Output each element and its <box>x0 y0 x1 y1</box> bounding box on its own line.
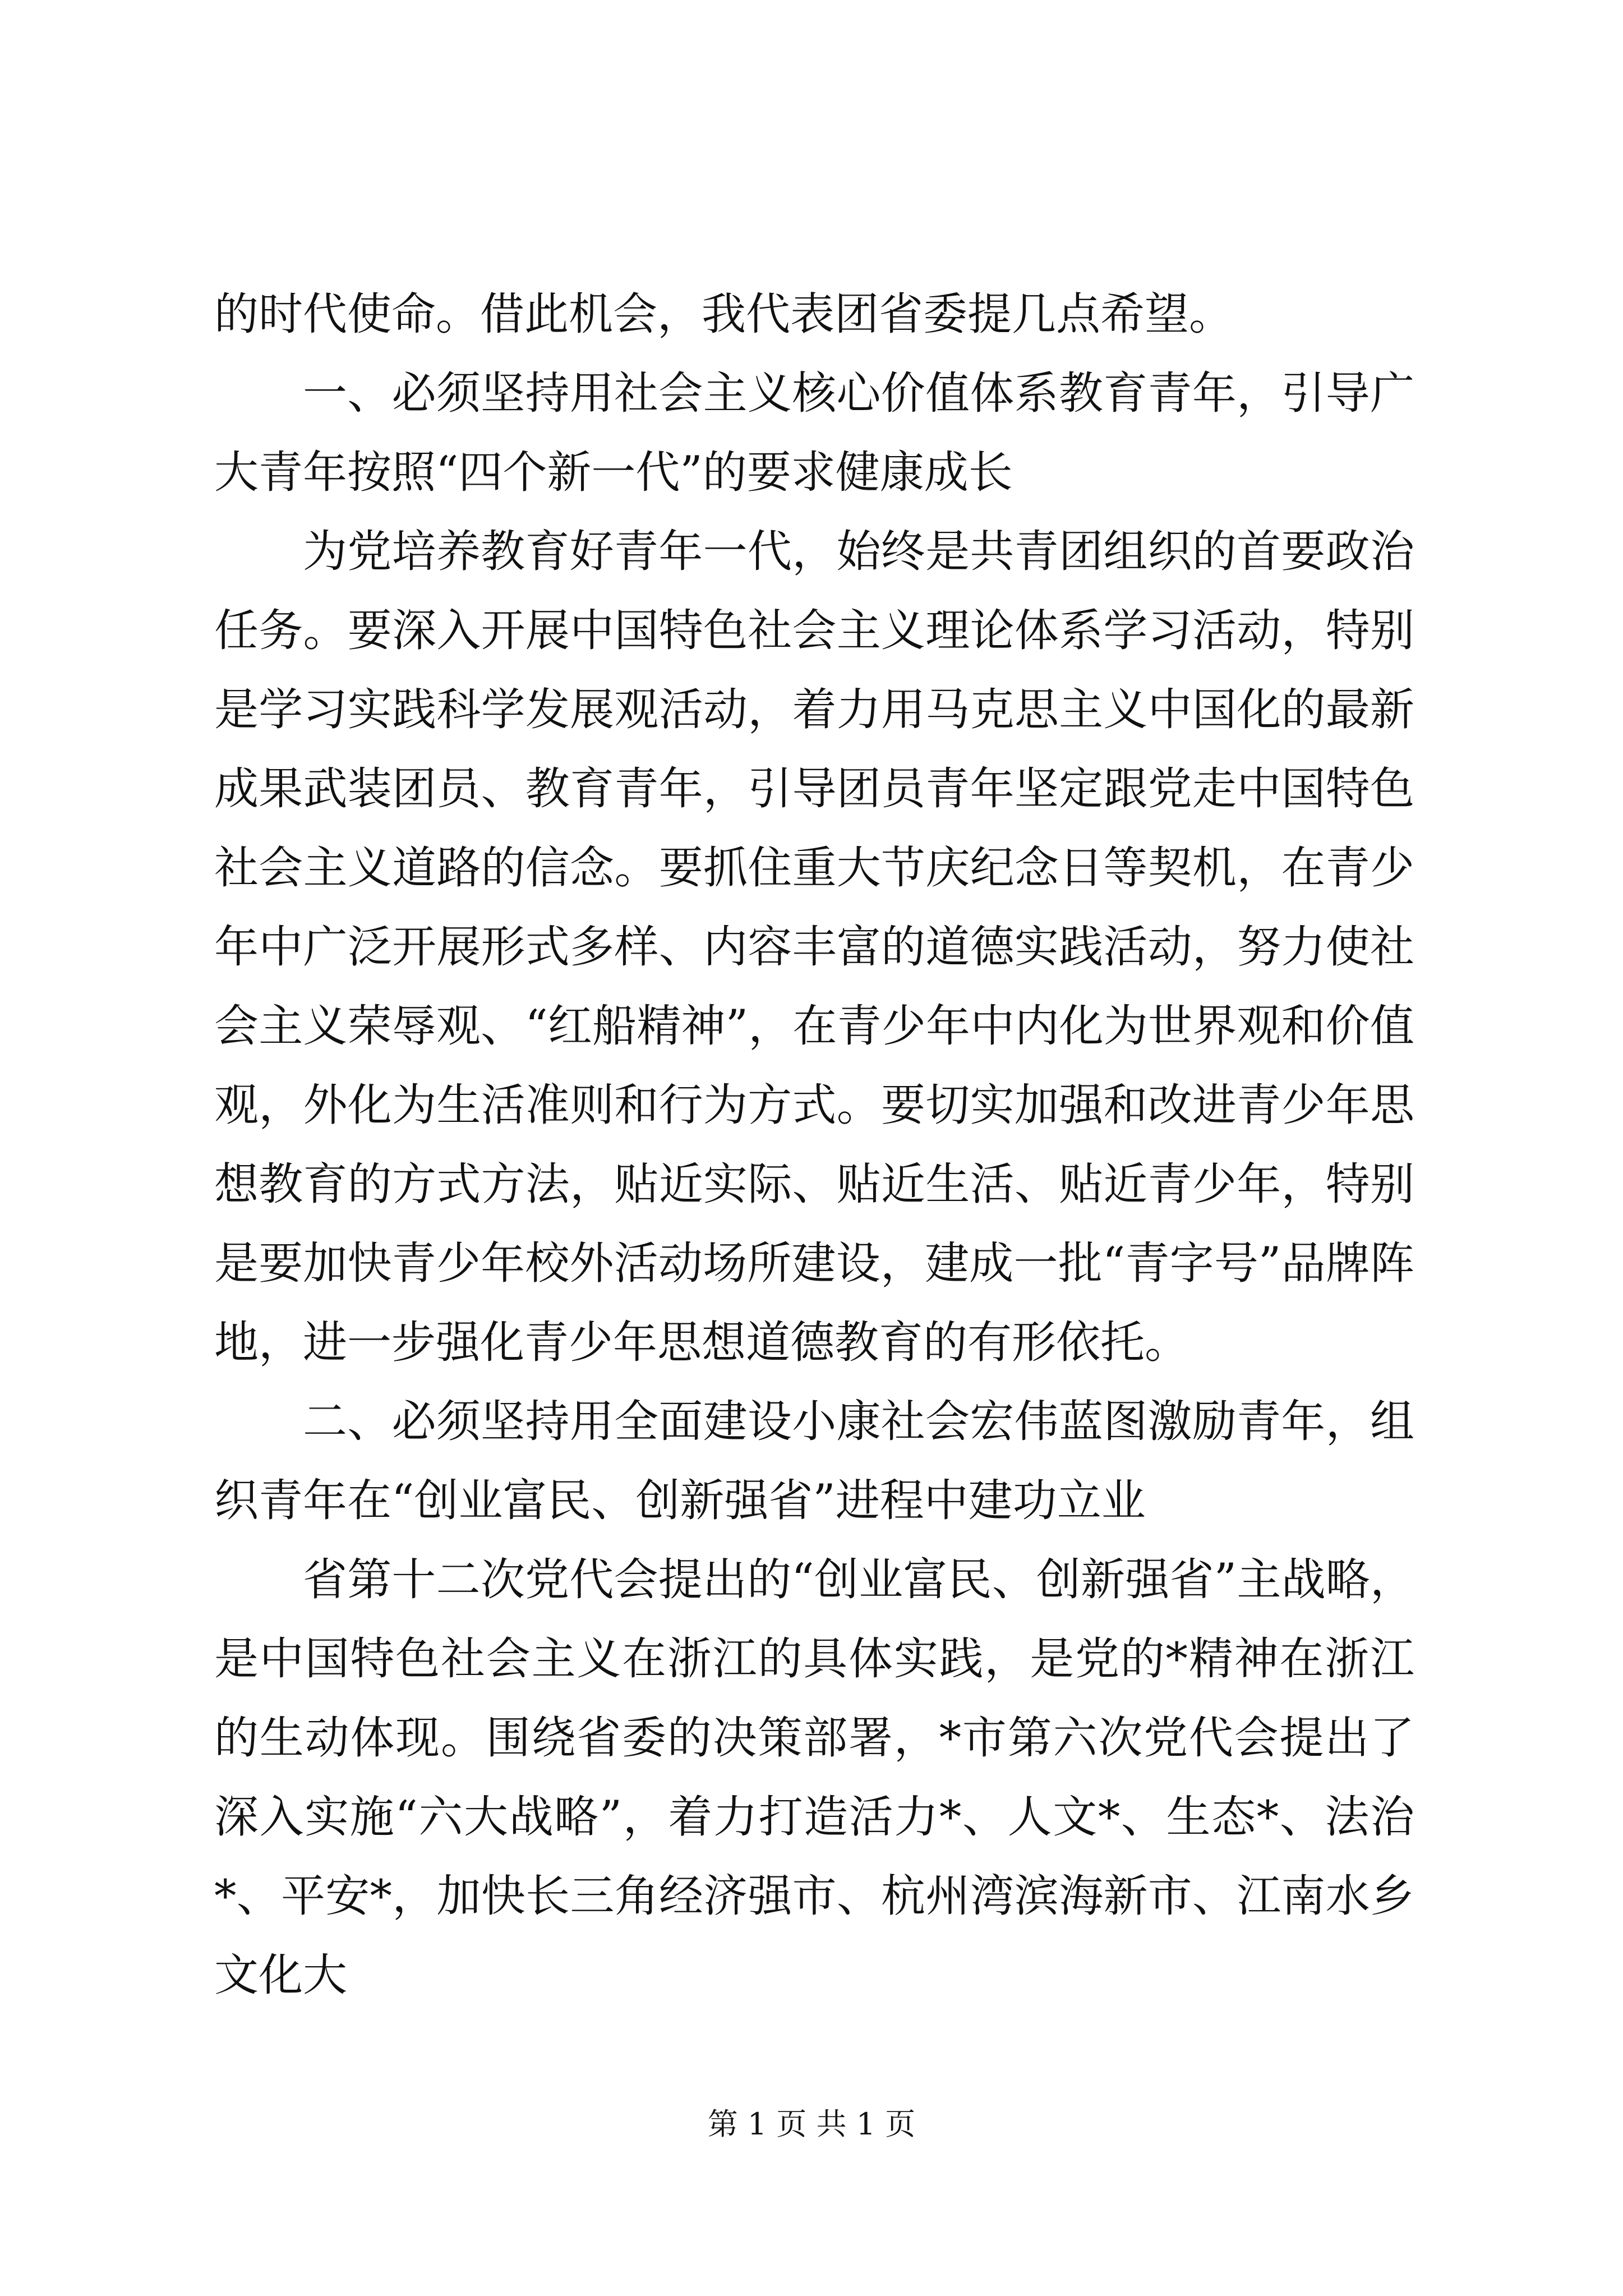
paragraph-section-1: 为党培养教育好青年一代，始终是共青团组织的首要政治任务。要深入开展中国特色社会主义理论体系学习活动，特别是学习实践科学发展观活动，着力用马克思主义中国化的最新成果武装团员、教育青年，引导团员青年坚定跟党走中国特色社会主义道路的信念。要抓住重大节庆纪念日等契机，在青少年中广泛开展形式多样、内容丰富的道德实践活动，努力使社会主义荣辱观、“红船精神”，在青少年中内化为世界观和价值观，外化为生活准则和行为方式。要切实加强和改进青少年思想教育的方式方法，贴近实际、贴近生活、贴近青少年，特别是要加快青少年校外活动场所建设，建成一批“青字号”品牌阵地，进一步强化青少年思想道德教育的有形依托。 <box>214 526 1414 1368</box>
body-text <box>214 275 1414 2015</box>
section-heading-2: 二、必须坚持用全面建设小康社会宏伟蓝图激励青年，组织青年在“创业富民、创新强省”进程中建功立业 <box>214 1396 1414 1526</box>
section-heading-1: 一、必须坚持用社会主义核心价值体系教育青年，引导广大青年按照“四个新一代”的要求健康成长 <box>214 367 1414 498</box>
page-footer: 第 1 页 共 1 页 <box>707 2106 916 2142</box>
paragraph-section-2: 省第十二次党代会提出的“创业富民、创新强省”主战略，是中国特色社会主义在浙江的具体实践，是党的*精神在浙江的生动体现。围绕省委的决策部署，*市第六次党代会提出了深入实施“六大战略”，着力打造活力*、人文*、生态*、法治*、平安*，加快长三角经济强市、杭州湾滨海新市、江南水乡文化大 <box>214 1554 1414 2001</box>
paragraph-continuation: 的时代使命。借此机会，我代表团省委提几点希望。 <box>214 288 1233 340</box>
